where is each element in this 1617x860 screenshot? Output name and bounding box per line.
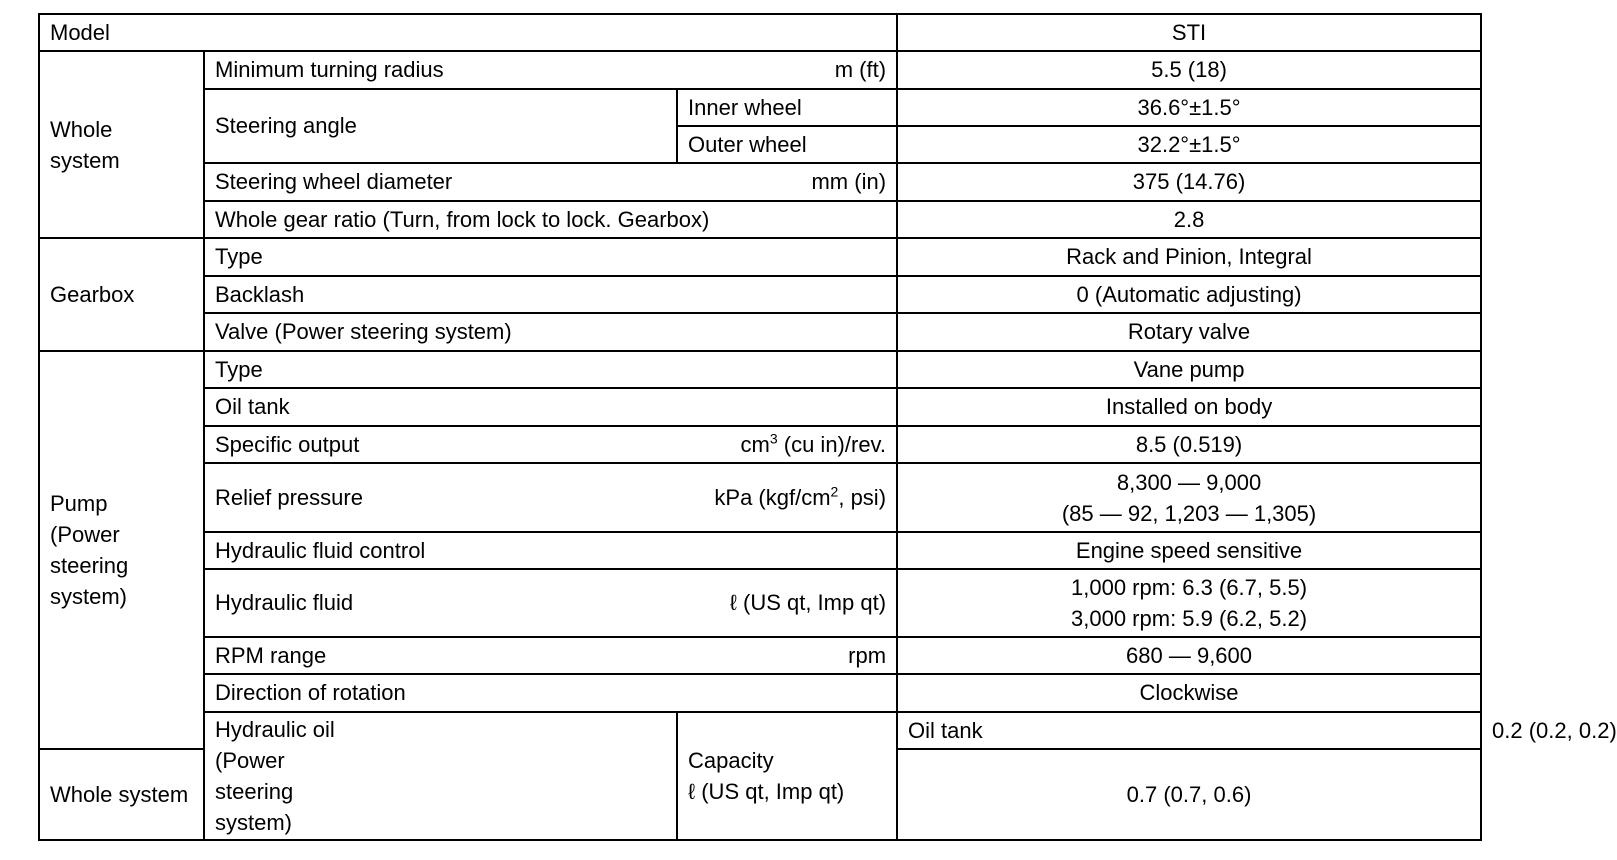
table-row [39, 163, 1481, 201]
hydraulic-fluid-value-line: 3,000 rpm: 5.9 (6.2, 5.2) [1071, 606, 1308, 631]
table-row [39, 14, 1481, 51]
hydraulic-fluid-cell [204, 569, 897, 637]
rpm-range-label: RPM range [215, 642, 327, 668]
group-label-line: Hydraulic oil [215, 717, 335, 742]
group-hydraulic-oil [204, 712, 677, 840]
outer-wheel-label: Outer wheel [677, 126, 897, 163]
group-label-line: steering [50, 553, 129, 578]
table-row [39, 89, 1481, 126]
relief-pressure-value-line: (85 — 92, 1,203 — 1,305) [1061, 500, 1317, 526]
table-row [39, 674, 1481, 712]
specific-output-unit: $cm^3$ (cu in)/rev. [740, 430, 887, 457]
group-label-line: (Power [50, 522, 120, 547]
relief-pressure-label: Relief pressure [215, 484, 363, 510]
rpm-range-unit: rpm [848, 642, 887, 668]
hydraulic-fluid-value [897, 569, 1481, 637]
table-row [39, 532, 1481, 569]
specific-output-label: Specific output [215, 431, 360, 457]
group-label-line: Whole [50, 116, 113, 142]
fluid-control-label: Hydraulic fluid control [204, 532, 897, 569]
group-label-line: steering [215, 779, 294, 804]
table-row [39, 426, 1481, 463]
wheel-diameter-unit: mm (in) [811, 169, 887, 194]
group-label-line: (Power [215, 748, 285, 773]
hydraulic-fluid-unit: ℓ (US qt, Imp qt) [729, 590, 887, 615]
valve-value: Rotary valve [897, 313, 1481, 351]
rpm-range-cell [204, 637, 897, 674]
valve-label: Valve (Power steering system) [204, 313, 897, 351]
specific-output-value: 8.5 (0.519) [897, 426, 1481, 463]
group-label-line: system) [215, 810, 292, 835]
table-row [39, 313, 1481, 351]
table-row [39, 276, 1481, 313]
pump-type-value: Vane pump [897, 351, 1481, 388]
gear-ratio-label: Whole gear ratio (Turn, from lock to lock. Gearbox) [204, 201, 897, 238]
wheel-diameter-value: 375 (14.76) [897, 163, 1481, 201]
capacity-oil-tank-label: Oil tank [897, 712, 1481, 749]
capacity-label: Capacity [688, 748, 774, 773]
table-row [39, 569, 1481, 637]
relief-pressure-value [897, 463, 1481, 532]
rpm-range-value: 680 — 9,600 [897, 637, 1481, 674]
relief-pressure-cell [204, 463, 897, 532]
steering-angle-label: Steering angle [204, 89, 677, 163]
group-gearbox: Gearbox [39, 238, 204, 351]
capacity-cell [677, 712, 897, 840]
table-row [39, 201, 1481, 238]
gearbox-type-label: Type [204, 238, 897, 276]
table-row [39, 463, 1481, 532]
pump-type-label: Type [204, 351, 897, 388]
group-label-line: Pump [50, 491, 108, 516]
table-row [39, 351, 1481, 388]
turning-radius-value: 5.5 (18) [897, 51, 1481, 89]
specific-output-cell [204, 426, 897, 463]
model-value: STI [897, 14, 1481, 51]
hydraulic-fluid-label: Hydraulic fluid [215, 590, 354, 615]
group-label-line: system [50, 147, 120, 173]
inner-wheel-label: Inner wheel [677, 89, 897, 126]
wheel-diameter-label: Steering wheel diameter [215, 169, 453, 194]
table-row [39, 637, 1481, 674]
turning-radius-unit: m (ft) [834, 57, 887, 82]
turning-radius-label: Minimum turning radius [215, 57, 444, 82]
outer-wheel-value: 32.2°±1.5° [897, 126, 1481, 163]
relief-pressure-unit: kPa ($kgf/cm^2$, psi) [714, 483, 887, 510]
gear-ratio-value: 2.8 [897, 201, 1481, 238]
capacity-unit: ℓ (US qt, Imp qt) [688, 779, 845, 804]
capacity-whole-system-label: Whole system [39, 749, 204, 840]
hydraulic-fluid-value-line: 1,000 rpm: 6.3 (6.7, 5.5) [1071, 575, 1308, 600]
capacity-whole-system-value: 0.7 (0.7, 0.6) [897, 749, 1481, 840]
backlash-label: Backlash [204, 276, 897, 313]
table-row [39, 238, 1481, 276]
specification-table [38, 13, 1617, 841]
backlash-value: 0 (Automatic adjusting) [897, 276, 1481, 313]
table-row [39, 388, 1481, 426]
inner-wheel-value: 36.6°±1.5° [897, 89, 1481, 126]
pump-oil-tank-value: Installed on body [897, 388, 1481, 426]
relief-pressure-value-line: 8,300 — 9,000 [1116, 469, 1262, 495]
gearbox-type-value: Rack and Pinion, Integral [897, 238, 1481, 276]
wheel-diameter-cell [204, 163, 897, 201]
pump-oil-tank-label: Oil tank [204, 388, 897, 426]
group-whole-system [39, 51, 204, 238]
group-pump [39, 351, 204, 749]
rotation-value: Clockwise [897, 674, 1481, 712]
table-row: Hydraulic oil (Power steering system) Capacity ℓ (US qt, Imp qt) Oil tank 0.2 (0.2, 0.2) [39, 712, 1481, 749]
model-label: Model [39, 14, 897, 51]
table-row [39, 51, 1481, 89]
fluid-control-value: Engine speed sensitive [897, 532, 1481, 569]
turning-radius-cell [204, 51, 897, 89]
rotation-label: Direction of rotation [204, 674, 897, 712]
group-label-line: system) [50, 584, 127, 609]
